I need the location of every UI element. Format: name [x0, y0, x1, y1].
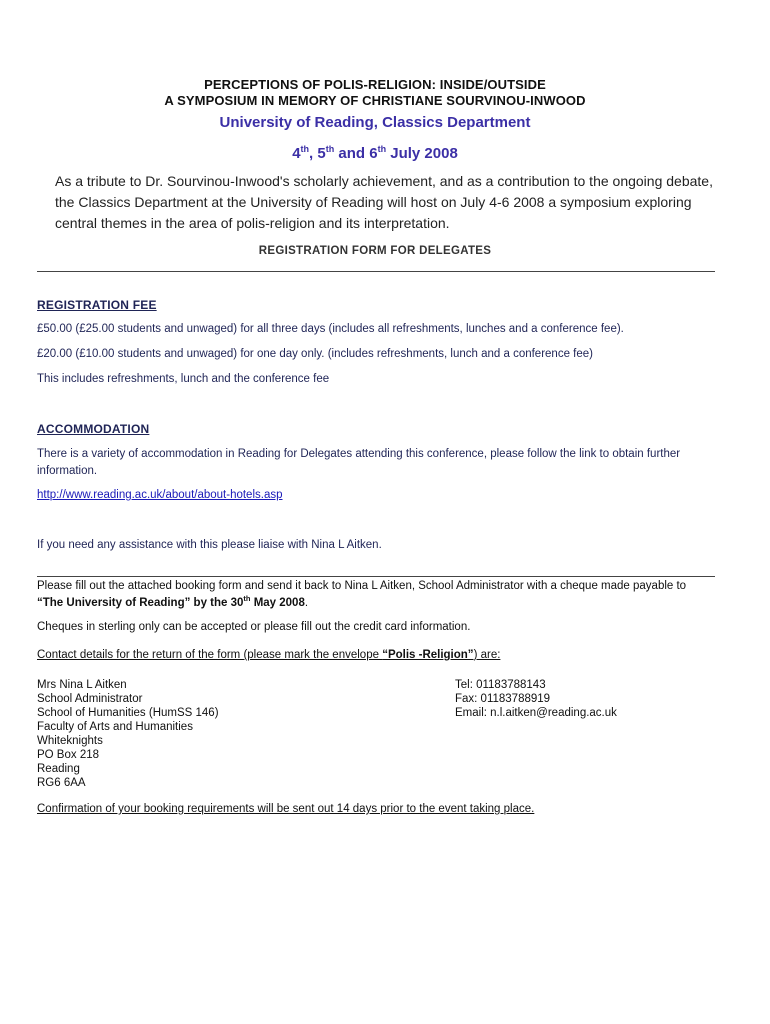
postal-address	[37, 678, 219, 790]
fee-three-days: £50.00 (£25.00 students and unwaged) for all three days (includes all refreshments, lunches and a conference fee).	[37, 323, 624, 335]
contact-details-heading: Contact details for the return of the form (please mark the envelope “Polis -Religion”) are:	[37, 649, 501, 661]
title-line-2: A SYMPOSIUM IN MEMORY OF CHRISTIANE SOURVINOU-INWOOD	[164, 93, 586, 108]
address-line: Whiteknights	[37, 735, 103, 747]
address-line: Reading	[37, 763, 80, 775]
registration-fee-heading: REGISTRATION FEE	[37, 298, 157, 312]
university-heading: University of Reading, Classics Department	[219, 114, 531, 131]
assistance-text: If you need any assistance with this please liaise with Nina L Aitken.	[37, 539, 382, 551]
cheques-note: Cheques in sterling only can be accepted or please fill out the credit card information.	[37, 621, 471, 633]
accommodation-text: There is a variety of accommodation in Reading for Delegates attending this conference, please follow the link to obtain further information.	[37, 448, 681, 477]
divider	[37, 271, 715, 272]
address-line: School of Humanities (HumSS 146)	[37, 707, 219, 719]
address-line: Mrs Nina L Aitken	[37, 679, 127, 691]
booking-instructions: Please fill out the attached booking form and send it back to Nina L Aitken, School Administrator with a cheque made payable to “The University of Reading” by the 30th May 2008.	[37, 580, 687, 609]
fax: Fax: 01183788919	[455, 693, 551, 705]
intro-paragraph: As a tribute to Dr. Sourvinou-Inwood's scholarly achievement, and as a contribution to the ongoing debate, the Classics Department at the University of Reading will host on July 4-6 2008 a symposium exploring central themes in the area of polis-religion and its interpretation.	[55, 173, 713, 231]
confirmation-note: Confirmation of your booking requirements will be sent out 14 days prior to the event taking place.	[37, 803, 535, 815]
address-line: Faculty of Arts and Humanities	[37, 721, 193, 733]
contact-info	[455, 678, 617, 720]
fee-includes: This includes refreshments, lunch and the conference fee	[37, 373, 330, 385]
hotels-link[interactable]: http://www.reading.ac.uk/about/about-hotels.asp	[37, 489, 283, 501]
telephone: Tel: 01183788143	[455, 679, 546, 691]
address-line: PO Box 218	[37, 749, 100, 761]
email[interactable]: Email: n.l.aitken@reading.ac.uk	[455, 707, 617, 719]
accommodation-heading: ACCOMMODATION	[37, 422, 150, 436]
fee-one-day: £20.00 (£10.00 students and unwaged) for one day only. (includes refreshments, lunch and a conference fee)	[37, 348, 593, 360]
form-title: REGISTRATION FORM FOR DELEGATES	[258, 245, 492, 257]
address-line: RG6 6AA	[37, 777, 86, 789]
title-line-1: PERCEPTIONS OF POLIS-RELIGION: INSIDE/OUTSIDE	[204, 77, 546, 92]
address-line: School Administrator	[37, 693, 143, 705]
event-dates: 4th, 5th and 6th July 2008	[292, 144, 458, 162]
divider	[37, 576, 715, 577]
